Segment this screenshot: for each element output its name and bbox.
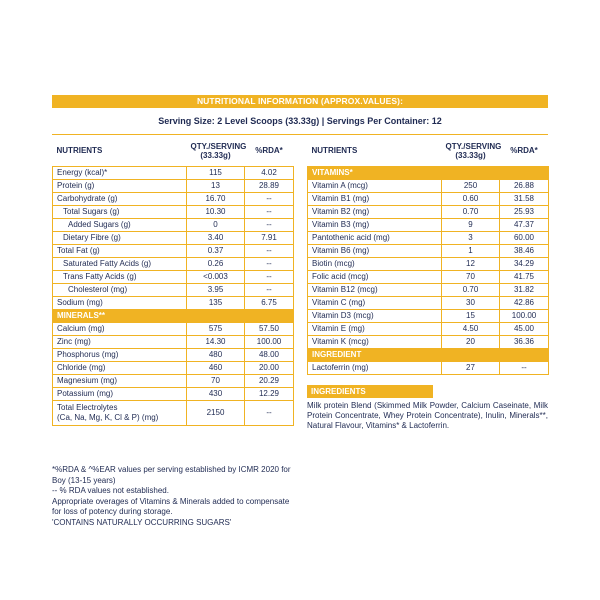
nutrient-qty: 12 [442, 258, 500, 271]
nutrient-name: Magnesium (mg) [53, 375, 187, 388]
minerals-section [53, 310, 294, 323]
nutrient-rda: -- [245, 271, 294, 284]
nutrient-qty: 0.70 [442, 206, 500, 219]
table-row [53, 245, 294, 258]
table-row [308, 336, 549, 349]
nutrient-name: Pantothenic acid (mg) [308, 232, 442, 245]
nutrient-qty: 115 [187, 167, 245, 180]
nutrient-rda: 4.02 [245, 167, 294, 180]
nutrient-name: Chloride (mg) [53, 362, 187, 375]
table-row [308, 245, 549, 258]
table-row [53, 232, 294, 245]
nutrient-name: Sodium (mg) [53, 297, 187, 310]
table-row [308, 193, 549, 206]
ingredients-heading: INGREDIENTS [307, 385, 433, 398]
nutrient-name: Vitamin K (mcg) [308, 336, 442, 349]
nutrient-name: Saturated Fatty Acids (g) [53, 258, 187, 271]
nutrient-name: Total Fat (g) [53, 245, 187, 258]
nutrient-name [53, 401, 187, 426]
nutrient-qty: 27 [442, 362, 500, 375]
nutrient-rda: 12.29 [245, 388, 294, 401]
nutrient-qty: 16.70 [187, 193, 245, 206]
nutrient-qty: 0.37 [187, 245, 245, 258]
nutrient-name: Potassium (mg) [53, 388, 187, 401]
nutrient-rda: 25.93 [500, 206, 549, 219]
right-column [307, 135, 548, 431]
nutrient-qty: 13 [187, 180, 245, 193]
nutrient-rda: 48.00 [245, 349, 294, 362]
table-row [53, 206, 294, 219]
nutrient-qty: 0 [187, 219, 245, 232]
nutrient-qty: 135 [187, 297, 245, 310]
footnotes [52, 465, 292, 528]
serving-info: Serving Size: 2 Level Scoops (33.33g) | Servings Per Container: 12 [52, 108, 548, 135]
footnote: 'CONTAINS NATURALLY OCCURRING SUGARS' [52, 517, 232, 527]
nutrient-qty: 575 [187, 323, 245, 336]
table-row [308, 297, 549, 310]
table-row [53, 180, 294, 193]
nutrient-qty: 10.30 [187, 206, 245, 219]
qty-header [442, 135, 500, 167]
qty-header-line2: (33.33g) [455, 150, 486, 160]
nutrient-name: Biotin (mcg) [308, 258, 442, 271]
nutrient-rda: 100.00 [500, 310, 549, 323]
nutrient-rda: 36.36 [500, 336, 549, 349]
table-row [53, 362, 294, 375]
nutrients-header: NUTRIENTS [53, 135, 187, 167]
nutrient-rda: 20.29 [245, 375, 294, 388]
nutrient-qty: 0.26 [187, 258, 245, 271]
nutrient-qty: 0.60 [442, 193, 500, 206]
rda-header: %RDA* [510, 146, 538, 155]
nutrient-rda: 31.82 [500, 284, 549, 297]
nutrient-qty: 9 [442, 219, 500, 232]
minerals-section-label: MINERALS** [53, 310, 294, 323]
nutrient-name: Cholesterol (mg) [53, 284, 187, 297]
table-row [308, 284, 549, 297]
nutrient-qty: 70 [187, 375, 245, 388]
nutrient-name: Vitamin B2 (mg) [308, 206, 442, 219]
nutrient-rda: 47.37 [500, 219, 549, 232]
nutrient-name: Vitamin B3 (mg) [308, 219, 442, 232]
nutrient-rda: 42.86 [500, 297, 549, 310]
nutrient-qty: 70 [442, 271, 500, 284]
electrolytes-line1: Total Electrolytes [57, 403, 118, 412]
nutrient-name: Carbohydrate (g) [53, 193, 187, 206]
nutrients-body [53, 167, 294, 426]
nutrient-qty: 30 [442, 297, 500, 310]
nutrient-qty: 0.70 [442, 284, 500, 297]
nutrition-panel [52, 95, 548, 545]
qty-header-line2: (33.33g) [200, 150, 231, 160]
nutrient-rda: -- [245, 206, 294, 219]
nutrient-rda: -- [245, 193, 294, 206]
table-row [308, 258, 549, 271]
nutrient-qty: 1 [442, 245, 500, 258]
nutrient-rda: 28.89 [245, 180, 294, 193]
nutrient-name: Vitamin B1 (mg) [308, 193, 442, 206]
table-row [53, 401, 294, 426]
nutrient-name: Folic acid (mcg) [308, 271, 442, 284]
nutrient-name: Trans Fatty Acids (g) [53, 271, 187, 284]
qty-header [187, 135, 245, 167]
nutrient-rda: -- [500, 362, 549, 375]
nutrient-rda: 6.75 [245, 297, 294, 310]
table-row [308, 271, 549, 284]
nutrient-qty: 3 [442, 232, 500, 245]
table-row [53, 323, 294, 336]
table-row [308, 206, 549, 219]
left-column [52, 135, 293, 527]
nutrient-rda: 100.00 [245, 336, 294, 349]
nutrient-name: Protein (g) [53, 180, 187, 193]
vitamins-section-label: VITAMINS* [308, 167, 549, 180]
vitamins-table [307, 135, 549, 375]
nutrient-name: Vitamin B12 (mcg) [308, 284, 442, 297]
table-row [53, 193, 294, 206]
nutrient-qty: 250 [442, 180, 500, 193]
qty-header-line1: QTY./SERVING [445, 141, 502, 151]
nutrient-rda: -- [245, 219, 294, 232]
nutrition-title: NUTRITIONAL INFORMATION (APPROX.VALUES): [52, 95, 548, 108]
nutrient-name: Vitamin C (mg) [308, 297, 442, 310]
nutrient-name: Phosphorus (mg) [53, 349, 187, 362]
table-row [53, 297, 294, 310]
nutrient-rda: 38.46 [500, 245, 549, 258]
nutrient-qty: 480 [187, 349, 245, 362]
table-row [53, 388, 294, 401]
nutrient-qty: <0.003 [187, 271, 245, 284]
nutrient-rda: 41.75 [500, 271, 549, 284]
nutrient-qty: 3.40 [187, 232, 245, 245]
table-row [53, 349, 294, 362]
table-row [53, 219, 294, 232]
nutrient-rda: 31.58 [500, 193, 549, 206]
table-row [308, 362, 549, 375]
nutrient-name: Added Sugars (g) [53, 219, 187, 232]
ingredient-section [308, 349, 549, 362]
nutrient-rda: -- [245, 284, 294, 297]
nutrient-name: Calcium (mg) [53, 323, 187, 336]
nutrient-qty: 14.30 [187, 336, 245, 349]
nutrient-rda: 60.00 [500, 232, 549, 245]
table-row [308, 180, 549, 193]
vitamins-section [308, 167, 549, 180]
nutrient-name: Dietary Fibre (g) [53, 232, 187, 245]
nutrient-name: Vitamin A (mcg) [308, 180, 442, 193]
nutrient-qty: 15 [442, 310, 500, 323]
nutrient-rda: -- [245, 401, 294, 426]
footnote: *%RDA & ^%EAR values per serving established by ICMR 2020 for Boy (13-15 years) [52, 465, 291, 485]
nutrient-rda: -- [245, 245, 294, 258]
ingredients-text: Milk protein Blend (Skimmed Milk Powder, Calcium Caseinate, Milk Protein Concentrate, Whey Protein Concentrate), Inulin, Minerals**, Natural Flavour, Vitamins* & Lactoferrin. [307, 401, 548, 430]
table-row [53, 336, 294, 349]
table-row [308, 219, 549, 232]
footnote: Appropriate overages of Vitamins & Minerals added to compensate for loss of potency during storage. [52, 496, 290, 516]
table-row [53, 258, 294, 271]
vitamins-body [308, 167, 549, 375]
nutrient-rda: 34.29 [500, 258, 549, 271]
table-row [53, 271, 294, 284]
nutrient-qty: 460 [187, 362, 245, 375]
nutrient-name: Total Sugars (g) [53, 206, 187, 219]
nutrient-name: Vitamin B6 (mg) [308, 245, 442, 258]
footnote: -- % RDA values not established. [52, 486, 169, 495]
nutrients-header: NUTRIENTS [311, 146, 358, 155]
nutrient-rda: 45.00 [500, 323, 549, 336]
nutrient-name: Lactoferrin (mg) [308, 362, 442, 375]
nutrient-rda: 20.00 [245, 362, 294, 375]
nutrient-name: Vitamin D3 (mcg) [308, 310, 442, 323]
table-row [53, 167, 294, 180]
table-row [308, 232, 549, 245]
nutrient-qty: 20 [442, 336, 500, 349]
table-row [53, 375, 294, 388]
rda-header: %RDA* [245, 135, 294, 167]
nutrient-rda: 26.88 [500, 180, 549, 193]
ingredient-section-label: INGREDIENT [308, 349, 549, 362]
nutrient-qty: 4.50 [442, 323, 500, 336]
qty-header-line1: QTY./SERVING [190, 141, 247, 151]
nutrient-name: Vitamin E (mg) [308, 323, 442, 336]
nutrient-name: Zinc (mg) [53, 336, 187, 349]
nutrient-rda: 7.91 [245, 232, 294, 245]
nutrient-qty: 430 [187, 388, 245, 401]
table-row [308, 323, 549, 336]
nutrient-qty: 3.95 [187, 284, 245, 297]
table-row [53, 284, 294, 297]
nutrient-qty: 2150 [187, 401, 245, 426]
electrolytes-line2: (Ca, Na, Mg, K, Cl & P) (mg) [57, 413, 159, 422]
table-row [308, 310, 549, 323]
nutrient-name: Energy (kcal)* [53, 167, 187, 180]
nutrients-table [52, 135, 294, 426]
nutrient-rda: -- [245, 258, 294, 271]
nutrient-rda: 57.50 [245, 323, 294, 336]
